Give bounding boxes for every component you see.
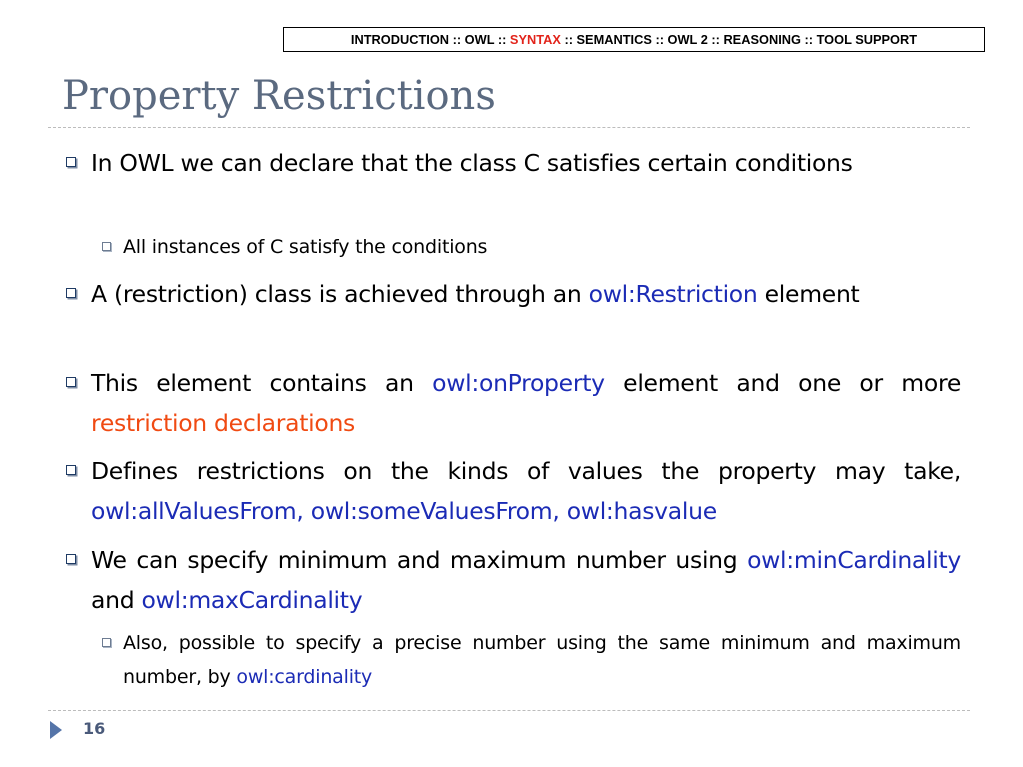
square-bullet-icon [66,288,76,298]
owl-maxcardinality-term: owl:maxCardinality [141,586,363,614]
bullet-restriction-class [62,274,961,314]
sub-bullet-exact-cardinality [100,626,961,694]
square-bullet-icon [102,242,111,251]
bullet-text: In OWL we can declare that the class C satisfies certain conditions [91,149,853,177]
bullet-text [91,451,961,531]
section-navigation [283,27,985,52]
owl-cardinality-term: owl:cardinality [236,666,373,688]
square-bullet-icon [102,638,111,647]
square-bullet-icon [66,554,76,564]
owl-value-restriction-terms: owl:allValuesFrom, owl:someValuesFrom, owl:hasvalue [91,497,717,525]
bullet-text-pre: A (restriction) class is achieved through an [91,280,589,308]
bullet-cardinality [62,540,961,620]
square-bullet-icon [66,465,76,475]
bullet-text-mid: and [91,586,142,614]
sub-bullet-text: All instances of C satisfy the conditions [123,236,488,258]
nav-current-section: SYNTAX [509,32,561,47]
bullet-text [91,363,961,443]
owl-mincardinality-term: owl:minCardinality [747,546,961,574]
bullet-text-post: element [757,280,860,308]
footer-divider [48,710,970,711]
sub-bullet-instances [100,230,961,264]
bullet-class-conditions [62,143,961,183]
square-bullet-icon [66,157,76,167]
bullet-text [91,540,961,620]
square-bullet-icon [66,377,76,387]
title-divider [48,127,970,128]
restriction-declarations-term: restriction declarations [91,409,356,437]
sub-bullet-text [123,626,961,694]
bullet-text-pre: This element contains an [91,369,433,397]
page-number: 16 [83,719,106,738]
bullet-text-pre: Defines restrictions on the kinds of values the property may take, [91,457,961,485]
bullet-text-mid: element and one or more [604,369,961,397]
owl-onproperty-term: owl:onProperty [432,369,605,397]
nav-sections-after: :: SEMANTICS :: OWL 2 :: REASONING :: TOOL SUPPORT [560,32,918,47]
next-slide-triangle-icon[interactable] [50,721,62,739]
slide-title: Property Restrictions [62,73,496,119]
nav-sections-before: INTRODUCTION :: OWL :: [350,32,510,47]
bullet-onproperty [62,363,961,443]
owl-restriction-term: owl:Restriction [588,280,758,308]
sub-bullet-text-pre: Also, possible to specify a precise number using the same minimum and maximum number, by [123,632,961,688]
bullet-text-pre: We can specify minimum and maximum number using [91,546,748,574]
bullet-text [91,274,961,314]
bullet-value-restrictions [62,451,961,531]
